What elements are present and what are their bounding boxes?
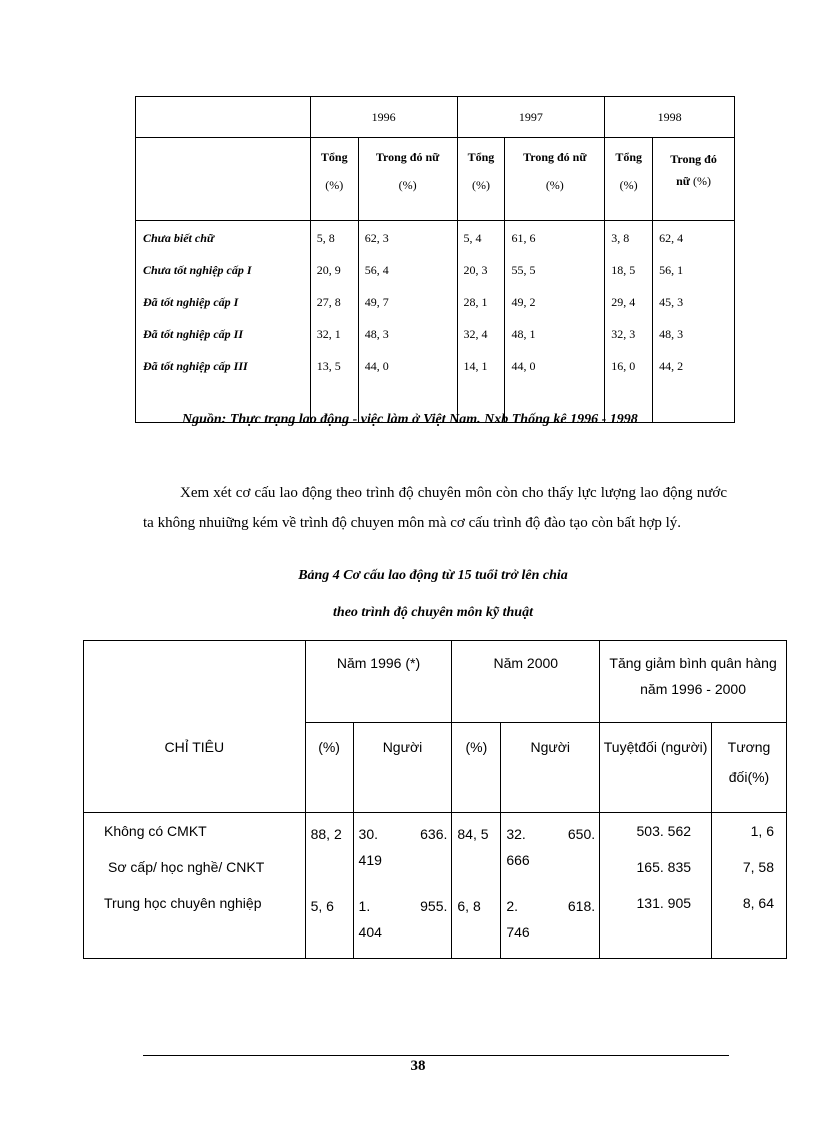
sub-pct-1996: (%) bbox=[305, 723, 353, 813]
values-female-1996 bbox=[358, 221, 457, 423]
cell-value: 61, 6 bbox=[511, 231, 536, 245]
indicator-header: CHỈ TIÊU bbox=[84, 641, 306, 813]
cell-value: 44, 0 bbox=[364, 359, 389, 373]
cell-value: 88, 2 bbox=[310, 826, 342, 842]
cell-value: 3, 8 bbox=[611, 231, 630, 245]
values-people-2000 bbox=[501, 813, 600, 959]
education-level-table bbox=[135, 96, 735, 423]
cell-value: 1. 955. 404 bbox=[358, 898, 448, 940]
values-relative bbox=[712, 813, 787, 959]
cell-value: 14, 1 bbox=[463, 359, 488, 373]
cell-value: 55, 5 bbox=[511, 263, 536, 277]
cell-value: 8, 64 bbox=[742, 895, 774, 911]
cell-value: 28, 1 bbox=[463, 295, 488, 309]
cell-value: 29, 4 bbox=[611, 295, 636, 309]
sub-pct-2000: (%) bbox=[452, 723, 501, 813]
cell-value: 27, 8 bbox=[316, 295, 341, 309]
cell-value: 7, 58 bbox=[742, 859, 774, 875]
cell-value: 5, 6 bbox=[310, 898, 334, 914]
cell-value: 32, 1 bbox=[316, 327, 341, 341]
values-female-1997 bbox=[505, 221, 605, 423]
cell-value: 18, 5 bbox=[611, 263, 636, 277]
values-pct-1996 bbox=[305, 813, 353, 959]
row-label: Chưa tốt nghiệp cấp I bbox=[143, 263, 252, 277]
row-label: Đã tốt nghiệp cấp III bbox=[143, 359, 248, 373]
col-total-1998: Tổng (%) bbox=[605, 138, 653, 221]
year-1997-header: 1997 bbox=[457, 97, 605, 138]
cell-value: 45, 3 bbox=[659, 295, 684, 309]
cell-value: 49, 2 bbox=[511, 295, 536, 309]
cell-value: 20, 9 bbox=[316, 263, 341, 277]
cell-value: 49, 7 bbox=[364, 295, 389, 309]
year-header-blank bbox=[136, 97, 311, 138]
cell-value: 44, 2 bbox=[659, 359, 684, 373]
cell-value: 503. 562 bbox=[636, 823, 692, 839]
values-people-1996 bbox=[353, 813, 452, 959]
year-1996-header: 1996 bbox=[310, 97, 457, 138]
cell-value: 32. 650. 666 bbox=[506, 826, 596, 868]
values-pct-2000 bbox=[452, 813, 501, 959]
table-source-note: Nguồn: Thực trạng lao động - việc làm ở Việt Nam. Nxb Thống kê 1996 - 1998 bbox=[182, 412, 638, 427]
page-number: 38 bbox=[410, 1058, 426, 1074]
cell-value: 48, 3 bbox=[659, 327, 684, 341]
table-caption-line1: Bảng 4 Cơ cấu lao động từ 15 tuổi trở lên chia bbox=[298, 568, 568, 583]
cell-value: 62, 3 bbox=[364, 231, 389, 245]
sub-people-1996: Người bbox=[353, 723, 452, 813]
values-total-1996 bbox=[310, 221, 358, 423]
year-1998-header: 1998 bbox=[605, 97, 735, 138]
cell-value: 16, 0 bbox=[611, 359, 636, 373]
col-total-1996: Tổng (%) bbox=[310, 138, 358, 221]
col-female-1996: Trong đó nữ (%) bbox=[358, 138, 457, 221]
row-label: Đã tốt nghiệp cấp I bbox=[143, 295, 239, 309]
footer-rule bbox=[143, 1055, 729, 1056]
row-labels bbox=[136, 221, 311, 423]
cell-value: 32, 4 bbox=[463, 327, 488, 341]
technical-qualification-table bbox=[83, 640, 787, 959]
row-labels bbox=[84, 813, 306, 959]
cell-value: 48, 3 bbox=[364, 327, 389, 341]
cell-value: 5, 4 bbox=[463, 231, 482, 245]
cell-value: 13, 5 bbox=[316, 359, 341, 373]
cell-value: 1, 6 bbox=[750, 823, 774, 839]
body-paragraph: Xem xét cơ cấu lao động theo trình độ chuyên môn còn cho thấy lực lượng lao động nước ta không nhuiững kém về trình độ chuyen môn mà cơ cấu trình độ đào tạo còn bất hợp lý. bbox=[143, 485, 727, 531]
cell-value: 48, 1 bbox=[511, 327, 536, 341]
cell-value: 20, 3 bbox=[463, 263, 488, 277]
cell-value: 6, 8 bbox=[457, 898, 481, 914]
cell-value: 5, 8 bbox=[316, 231, 335, 245]
cell-value: 84, 5 bbox=[457, 826, 489, 842]
group-2000-header: Năm 2000 bbox=[452, 641, 600, 723]
values-absolute bbox=[600, 813, 712, 959]
cell-value: 30. 636. 419 bbox=[358, 826, 448, 868]
subheader-blank bbox=[136, 138, 311, 221]
values-total-1997 bbox=[457, 221, 505, 423]
cell-value: 44, 0 bbox=[511, 359, 536, 373]
cell-value: 165. 835 bbox=[636, 859, 692, 875]
col-female-1997: Trong đó nữ (%) bbox=[505, 138, 605, 221]
col-female-1998: Trong đó nữ (%) bbox=[653, 138, 735, 221]
sub-relative: Tương đối(%) bbox=[712, 723, 787, 813]
sub-people-2000: Người bbox=[501, 723, 600, 813]
table-caption-line2: theo trình độ chuyên môn kỹ thuật bbox=[333, 605, 533, 620]
group-1996-header: Năm 1996 (*) bbox=[305, 641, 452, 723]
cell-value: 62, 4 bbox=[659, 231, 684, 245]
row-label: Đã tốt nghiệp cấp II bbox=[143, 327, 244, 341]
cell-value: 2. 618. 746 bbox=[506, 898, 596, 940]
cell-value: 56, 1 bbox=[659, 263, 684, 277]
row-label: Không có CMKT bbox=[104, 823, 207, 839]
row-label: Trung học chuyên nghiệp bbox=[104, 895, 262, 911]
group-change-header: Tăng giảm bình quân hàng năm 1996 - 2000 bbox=[600, 641, 787, 723]
values-female-1998 bbox=[653, 221, 735, 423]
col-total-1997: Tổng (%) bbox=[457, 138, 505, 221]
sub-absolute: Tuyệtđối (người) bbox=[600, 723, 712, 813]
cell-value: 32, 3 bbox=[611, 327, 636, 341]
values-total-1998 bbox=[605, 221, 653, 423]
cell-value: 131. 905 bbox=[636, 895, 692, 911]
row-label: Sơ cấp/ học nghề/ CNKT bbox=[108, 859, 265, 875]
row-label: Chưa biết chữ bbox=[143, 231, 215, 245]
cell-value: 56, 4 bbox=[364, 263, 389, 277]
